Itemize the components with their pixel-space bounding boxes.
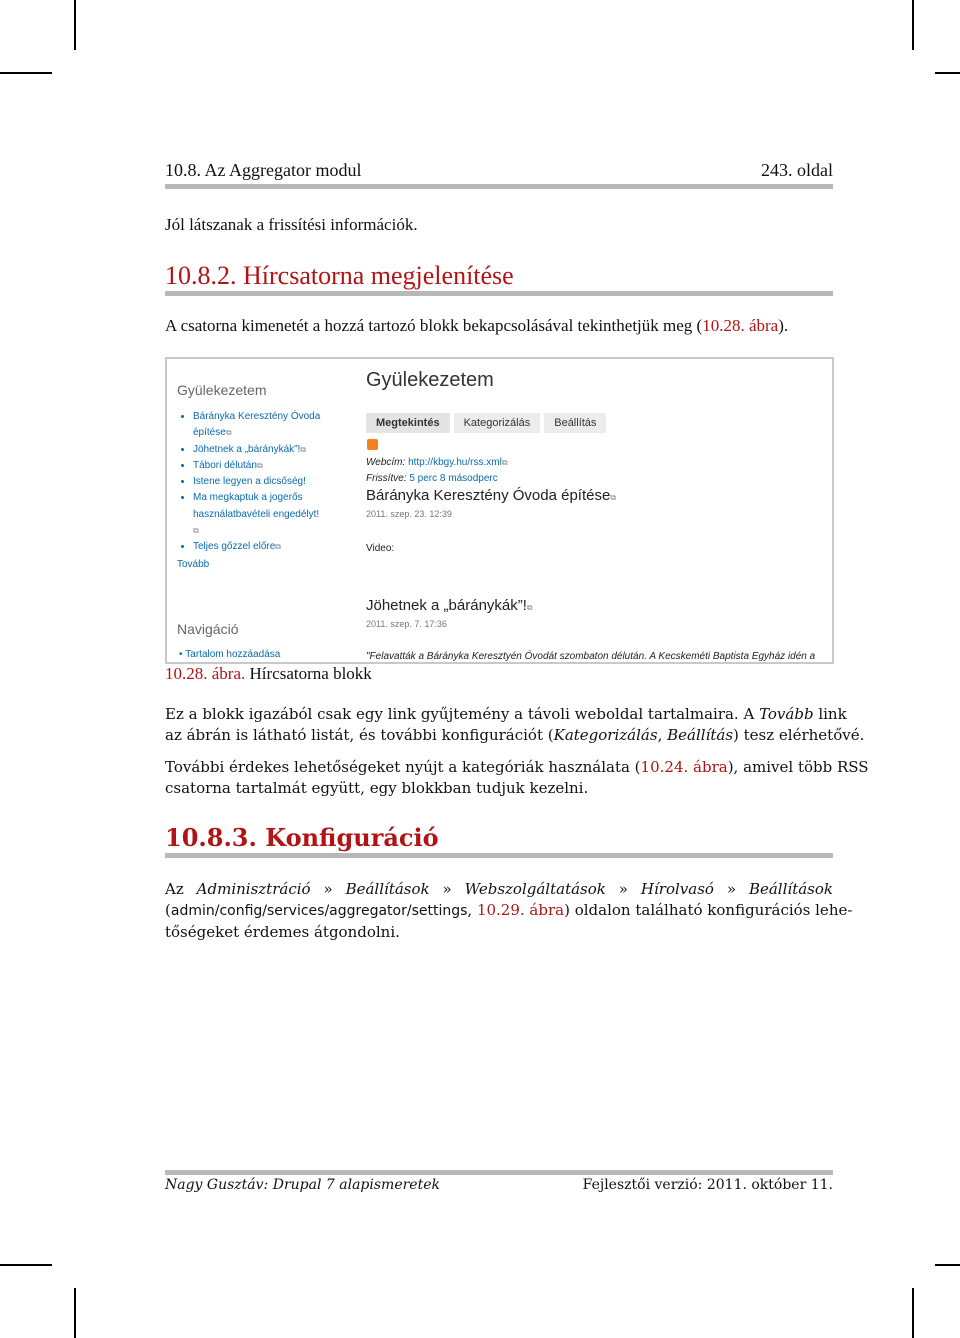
section-title-link[interactable]: Konfiguráció [265, 823, 439, 852]
external-link-icon: ⧉ [193, 526, 199, 536]
crop-mark [0, 72, 52, 74]
crop-mark [74, 1288, 76, 1338]
content-tabs [366, 413, 606, 433]
footer-author: Nagy Gusztáv: Drupal 7 alapismeretek [165, 1177, 440, 1193]
crop-mark [74, 0, 76, 50]
menu-path: Az Adminisztráció » Beállítások » Webszolgáltatások » Hírolvasó » Beállítások [165, 880, 833, 898]
external-link-icon: ⧉ [501, 458, 508, 467]
figure-caption: 10.28. ábra. Hírcsatorna blokk [165, 664, 372, 683]
feed-item-date: 2011. szep. 7. 17:36 [366, 619, 447, 629]
feed-item-excerpt: "Felavatták a Bárányka Keresztyén Óvodát szombaton délután. A Kecskeméti Baptista Egyház idén a [366, 651, 816, 662]
rss-feed-icon[interactable] [367, 439, 378, 450]
figure-ref-link[interactable]: 10.28. ábra [702, 316, 779, 335]
feed-url-line: Webcím: http://kbgy.hu/rss.xml⧉ [366, 457, 508, 468]
section-title-link[interactable]: Hírcsatorna megjelenítése [243, 261, 514, 290]
crop-mark [0, 1264, 52, 1266]
list-item[interactable]: • Istene legyen a dicsőség! [193, 474, 323, 490]
sidebar-feed-list [177, 409, 323, 556]
paragraph: Ez a blokk igazából csak egy link gyűjtemény a távoli weboldal tartalmaira. A Tovább link az ábrán is látható listát, és további konfigurációt (Kategorizálás, Beállítás) tesz elérhetővé. [165, 705, 865, 744]
feed-item-title[interactable]: Bárányka Keresztény Óvoda építése⧉ [366, 487, 617, 504]
header-rule [165, 184, 833, 189]
list-item[interactable]: • Tábori délután⧉ [193, 458, 323, 474]
section-number-link[interactable]: 10.8.3. [165, 823, 257, 852]
figure-ref-link[interactable]: 10.29. ábra [476, 901, 565, 919]
footer-rule [165, 1170, 833, 1175]
tab-kategorizalas[interactable]: Kategorizálás [454, 413, 541, 433]
paragraph: Az Adminisztráció » Beállítások » Webszolgáltatások » Hírolvasó » Beállítások (admin/config/services/aggregator/settings, 10.29. ábra) oldalon található konfigurációs lehe- tőségeket érdemes átgondolni. [165, 880, 853, 941]
section-heading [165, 823, 439, 852]
sidebar-heading: Gyülekezetem [177, 382, 267, 398]
footer-version: Fejlesztői verzió: 2011. október 11. [582, 1177, 833, 1193]
external-link-icon: ⧉ [610, 493, 617, 502]
section-rule [165, 291, 833, 296]
content-page-title: Gyülekezetem [366, 369, 494, 391]
paragraph: További érdekes lehetőségeket nyújt a kategóriák használata (10.24. ábra), amivel több RSS csatorna tartalmát együtt, egy blokkban tudjuk kezelni. [165, 758, 869, 797]
feed-item-date: 2011. szep. 23. 12:39 [366, 509, 452, 519]
section-rule [165, 853, 833, 858]
refresh-line: Frissítve: 5 perc 8 másodperc [366, 473, 498, 484]
list-item[interactable]: • Ma megkaptuk a jogerős használatbavételi engedélyt!⧉ [193, 490, 323, 539]
video-label: Video: [366, 543, 395, 554]
figure-number-link[interactable]: 10.28. ábra. [165, 664, 246, 683]
list-item[interactable]: • Bárányka Keresztény Óvoda építése⧉ [193, 409, 323, 442]
external-link-icon: ⧉ [225, 428, 232, 438]
external-link-icon: ⧉ [526, 603, 533, 612]
crop-mark [912, 0, 914, 50]
feed-item-title[interactable]: Jöhetnek a „báránykák”!⧉ [366, 597, 533, 614]
running-header-section: 10.8. Az Aggregator modul [165, 160, 362, 180]
nav-add-content-link[interactable]: • Tartalom hozzáadása [179, 649, 281, 660]
section-intro-text: A csatorna kimenetét a hozzá tartozó blokk bekapcsolásával tekinthetjük meg (10.28. ábra). [165, 316, 789, 335]
list-item[interactable]: • Jöhetnek a „báránykák”!⧉ [193, 442, 323, 458]
crop-mark [912, 1288, 914, 1338]
list-item[interactable]: • Teljes gőzzel előre⧉ [193, 539, 323, 555]
refresh-time: 5 perc 8 másodperc [409, 473, 498, 484]
figure-ref-link[interactable]: 10.24. ábra [640, 758, 728, 776]
feed-url-link[interactable]: http://kbgy.hu/rss.xml [408, 457, 502, 468]
crop-mark [935, 72, 960, 74]
tab-beallitas[interactable]: Beállítás [544, 413, 606, 433]
external-link-icon: ⧉ [300, 444, 306, 454]
tab-megtekintes[interactable]: Megtekintés [366, 413, 450, 433]
crop-mark [935, 1264, 960, 1266]
external-link-icon: ⧉ [256, 460, 263, 470]
figure-screenshot [165, 357, 834, 664]
intro-sentence: Jól látszanak a frissítési információk. [165, 215, 418, 234]
navigation-heading: Navigáció [177, 621, 239, 637]
section-heading [165, 261, 514, 291]
running-header-page: 243. oldal [761, 160, 833, 180]
settings-path: admin/config/services/aggregator/settings [170, 903, 468, 919]
more-link[interactable]: Tovább [177, 559, 210, 570]
section-number-link[interactable]: 10.8.2. [165, 261, 237, 290]
external-link-icon: ⧉ [275, 542, 281, 552]
